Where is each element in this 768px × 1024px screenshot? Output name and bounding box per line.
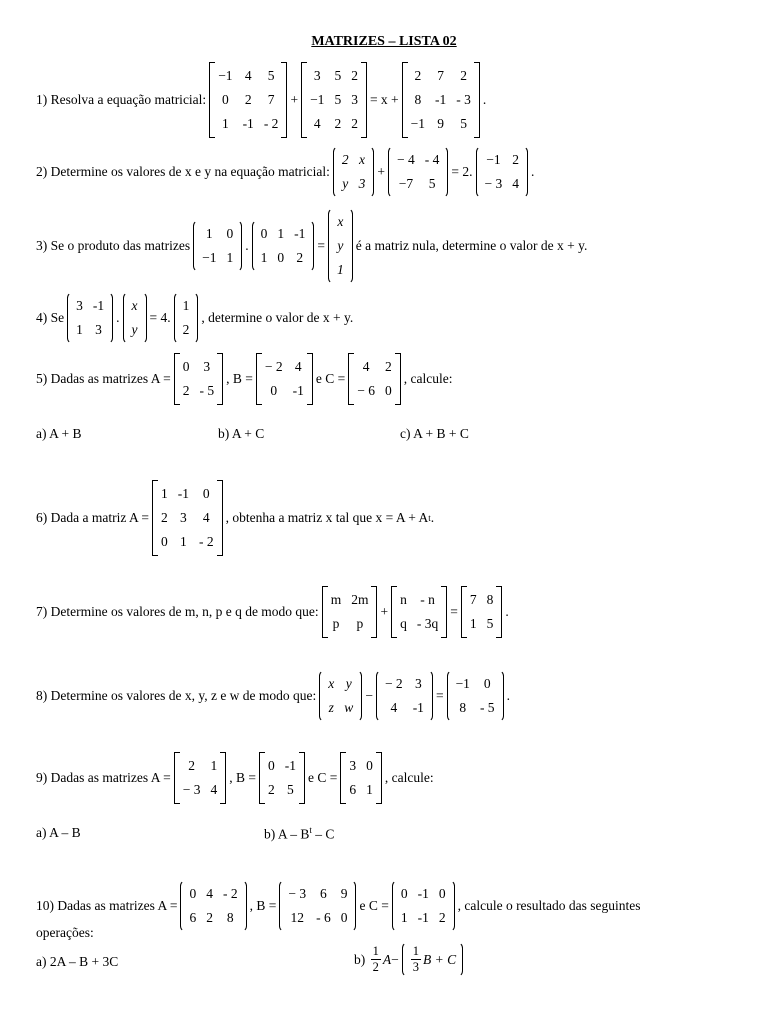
matrix-entry: 5 [486, 616, 494, 631]
question-2 [36, 146, 534, 198]
matrix-entries [129, 292, 141, 344]
matrix-entry: n [400, 592, 407, 607]
question-2-text: 2) Determine os valores de x e y na equação matricial: [36, 164, 330, 179]
matrix-entry: 8 [414, 92, 422, 107]
period: . [531, 164, 535, 179]
matrix-entry: p [332, 616, 340, 631]
matrix-entry: − 2 [264, 359, 283, 374]
matrix-entry: 1 [210, 758, 218, 773]
minus-sign: − [365, 688, 373, 703]
question-10-item-b [354, 942, 466, 977]
question-4-end: , determine o valor de x + y. [201, 310, 354, 325]
question-3-text: 3) Se o produto das matrizes [36, 238, 191, 253]
matrix-entries [307, 62, 361, 138]
matrix-entries [394, 146, 442, 198]
question-5-text: 5) Dadas as matrizes A = [36, 371, 171, 386]
equals-text: = 2. [451, 164, 473, 179]
question-5-item-c: c) A + B + C [400, 426, 469, 441]
matrix [388, 146, 448, 198]
matrix-entry: 0 [340, 910, 348, 925]
matrix [319, 670, 362, 722]
matrix-entry: y [342, 176, 349, 191]
matrix-entry: 1 [260, 250, 268, 265]
matrix-entry: y [337, 238, 344, 253]
period: . [430, 510, 435, 525]
matrix-entries [180, 752, 221, 804]
matrix-entry: -1 [292, 383, 304, 398]
c-label: e C = [315, 371, 346, 386]
plus-sign: + [380, 604, 389, 619]
matrix-entry: 8 [486, 592, 494, 607]
fraction-one-third [411, 944, 421, 975]
matrix-entry: -1 [242, 116, 254, 131]
question-4-text: 4) Se [36, 310, 65, 325]
var-a: A [382, 951, 392, 967]
b-label: , B = [229, 770, 256, 785]
matrix-entry: -1 [417, 886, 429, 901]
matrix-entry: 5 [428, 176, 436, 191]
matrix-entries [325, 670, 356, 722]
matrix-entry: - 2 [198, 534, 214, 549]
matrix [67, 292, 113, 344]
fraction-denominator: 2 [372, 960, 379, 974]
question-9-text: 9) Dadas as matrizes A = [36, 770, 171, 785]
matrix-entry: 4 [206, 886, 213, 901]
matrix-entry: 1 [400, 910, 408, 925]
question-3-end: é a matriz nula, determine o valor de x + y. [355, 238, 588, 253]
matrix-entry: - 5 [199, 383, 215, 398]
transpose-sup: t [309, 825, 312, 835]
fraction-denominator: 3 [412, 960, 419, 974]
question-10-line2: operações: [36, 925, 94, 940]
matrix-a [152, 480, 223, 556]
matrix-entry: 0 [483, 676, 491, 691]
matrix-entries [339, 146, 369, 198]
matrix-entry: 1 [179, 534, 187, 549]
matrix-entry: 0 [189, 886, 197, 901]
question-1 [36, 62, 486, 138]
matrix-entry: −1 [218, 68, 233, 83]
matrix-entry: 8 [459, 700, 467, 715]
matrix-entry: 2 [351, 68, 358, 83]
matrix-entry: 3 [358, 176, 366, 191]
matrix-entry: 2 [384, 359, 392, 374]
matrix-entry: 5 [460, 116, 467, 131]
matrix-entry: -1 [284, 758, 296, 773]
question-10-item-a: a) 2A – B + 3C [36, 954, 119, 969]
question-5-end: , calcule: [403, 371, 453, 386]
matrix-entries [408, 62, 474, 138]
matrix-entry: 6 [189, 910, 197, 925]
matrix-entry: 12 [290, 910, 304, 925]
matrix-entries [265, 752, 299, 804]
matrix-entries [180, 353, 217, 405]
matrix-entry: - 2 [222, 886, 238, 901]
matrix [252, 220, 315, 272]
matrix-entry: 4 [202, 510, 210, 525]
matrix-entry: 4 [210, 782, 218, 797]
question-10 [36, 880, 641, 932]
matrix-entries [158, 480, 217, 556]
matrix-entries [199, 220, 236, 272]
matrix-entries [382, 670, 427, 722]
page-title: MATRIZES – LISTA 02 [311, 34, 457, 49]
matrix-entry: 7 [469, 592, 477, 607]
matrix-entry: - n [420, 592, 435, 607]
matrix-entry: 3 [95, 322, 102, 337]
equals-sign: = [450, 604, 458, 619]
matrix-entry: x [131, 298, 138, 313]
question-6-end: , obtenha a matriz x tal que x = A + A [225, 510, 429, 525]
matrix-entry: q [400, 616, 407, 631]
matrix [447, 670, 504, 722]
matrix-entry: 1 [205, 226, 213, 241]
matrix-entry: − 3 [182, 782, 201, 797]
question-9 [36, 752, 434, 804]
matrix [402, 62, 480, 138]
matrix-entry: 0 [400, 886, 408, 901]
matrix-entry: 2 [512, 152, 520, 167]
matrix-entry: -1 [177, 486, 189, 501]
matrix-entry: 3 [76, 298, 83, 313]
matrix-entries [397, 586, 441, 638]
b-label: , B = [249, 898, 277, 913]
matrix-entries [285, 880, 350, 932]
matrix-entry: - 6 [316, 910, 331, 925]
matrix-entry: w [344, 700, 354, 715]
matrix-entry: p [356, 616, 364, 631]
dot: . [245, 238, 249, 253]
c-label: e C = [359, 898, 389, 913]
matrix-entry: −1 [455, 676, 470, 691]
equals-sign: = [435, 688, 444, 703]
matrix-entries [398, 880, 449, 932]
matrix [301, 62, 367, 138]
plus-sign: + [377, 164, 386, 179]
matrix [123, 292, 147, 344]
matrix-entry: 3 [351, 92, 358, 107]
matrix-entry: y [345, 676, 352, 691]
matrix-entry: 1 [222, 116, 229, 131]
matrix-entry: 2 [206, 910, 213, 925]
matrix-entry: 6 [320, 886, 327, 901]
matrix-entry: 9 [437, 116, 445, 131]
matrix-entries [258, 220, 309, 272]
matrix-entry: - 5 [479, 700, 495, 715]
question-10-text: 10) Dadas as matrizes A = [36, 898, 178, 913]
matrix-entry: 4 [512, 176, 520, 191]
matrix-entries [262, 353, 307, 405]
matrix [376, 670, 433, 722]
matrix-entry: 1 [469, 616, 477, 631]
question-4 [36, 292, 353, 344]
dot: . [116, 310, 120, 325]
matrix-entry: -1 [92, 298, 105, 313]
matrix-entry: y [131, 322, 138, 337]
matrix [461, 586, 503, 638]
matrix-entry: 2m [351, 592, 369, 607]
matrix-entry: 1 [76, 322, 83, 337]
matrix-entries [180, 292, 193, 344]
matrix [391, 586, 447, 638]
matrix [328, 208, 353, 284]
matrix-entries [346, 752, 376, 804]
question-7-text: 7) Determine os valores de m, n, p e q de modo que: [36, 604, 319, 619]
matrix-entry: 5 [286, 782, 294, 797]
matrix-entry: -1 [417, 910, 429, 925]
matrix-entry: − 6 [357, 383, 375, 398]
equals-text: = 4. [149, 310, 171, 325]
matrix [476, 146, 529, 198]
matrix-entry: 3 [349, 758, 357, 773]
matrix-a [174, 353, 223, 405]
matrix-entry: 2 [188, 758, 195, 773]
period: . [505, 604, 509, 619]
matrix-entry: - 3 [456, 92, 471, 107]
question-7 [36, 586, 509, 638]
question-8 [36, 670, 510, 722]
question-5 [36, 353, 452, 405]
matrix-entry: 5 [267, 68, 275, 83]
question-9-end: , calcule: [384, 770, 434, 785]
matrix-entry: 2 [334, 116, 342, 131]
question-9-item-b-post: – C [311, 826, 335, 842]
question-9-item-b-pre: b) A – B [264, 826, 310, 842]
matrix-entry: 2 [182, 322, 190, 337]
matrix-entry: 2 [160, 510, 168, 525]
question-8-text: 8) Determine os valores de x, y, z e w de modo que: [36, 688, 317, 703]
matrix-entries [453, 670, 498, 722]
matrix-entry: 0 [384, 383, 392, 398]
matrix-entry: 8 [226, 910, 234, 925]
matrix-entries [482, 146, 523, 198]
matrix-entry: 4 [244, 68, 252, 83]
c-label: e C = [307, 770, 338, 785]
matrix-entry: 3 [179, 510, 187, 525]
period: . [482, 92, 487, 107]
matrix-entry: - 2 [263, 116, 279, 131]
matrix-entry: − 3 [484, 176, 503, 191]
matrix-entry: 2 [296, 250, 304, 265]
matrix-entry: 0 [438, 886, 446, 901]
matrix-entry: 0 [202, 486, 210, 501]
question-10-end: , calcule o resultado das seguintes [457, 898, 641, 913]
matrix-entry: x [359, 152, 366, 167]
matrix-c [340, 752, 382, 804]
matrix-entries [328, 586, 372, 638]
matrix-entry: - 3q [416, 616, 439, 631]
transpose-sup: t [428, 513, 431, 523]
matrix-c [392, 880, 455, 932]
matrix-entry: 3 [313, 68, 321, 83]
item-b-label: b) [354, 951, 366, 967]
matrix [333, 146, 375, 198]
matrix [174, 292, 199, 344]
matrix-entries [467, 586, 497, 638]
matrix-entries [354, 353, 395, 405]
b-label: , B = [226, 371, 253, 386]
matrix-entry: 0 [270, 383, 278, 398]
matrix [322, 586, 378, 638]
equals-text: = x + [369, 92, 399, 107]
matrix-entry: 7 [267, 92, 275, 107]
matrix-entry: 4 [294, 359, 302, 374]
matrix-entry: −1 [202, 250, 217, 265]
matrix-entry: 1 [160, 486, 168, 501]
matrix-entry: 0 [267, 758, 275, 773]
matrix-entry: 2 [351, 116, 358, 131]
matrix-entry: 0 [226, 226, 234, 241]
matrix-entry: 4 [390, 700, 398, 715]
matrix-b [256, 353, 313, 405]
question-5-item-b: b) A + C [218, 426, 265, 441]
matrix-entry: − 2 [384, 676, 403, 691]
matrix-entries [334, 208, 347, 284]
matrix-entry: 0 [182, 359, 190, 374]
matrix-b [259, 752, 305, 804]
matrix-entry: 0 [260, 226, 268, 241]
matrix-entry: 9 [340, 886, 348, 901]
matrix-entry: -1 [435, 92, 447, 107]
matrix-entry: 6 [349, 782, 357, 797]
matrix-entry: - 4 [424, 152, 440, 167]
matrix-entry: 4 [362, 359, 370, 374]
matrix-entry: 4 [313, 116, 321, 131]
matrix-c [348, 353, 401, 405]
parenthesized-expression [402, 942, 463, 977]
question-3 [36, 208, 587, 284]
matrix-entry: 1 [336, 262, 344, 277]
matrix [209, 62, 287, 138]
matrix-entry: −1 [410, 116, 426, 131]
fraction-numerator: 1 [372, 944, 379, 958]
equals-sign: = [317, 238, 325, 253]
matrix-entry: − 3 [288, 886, 307, 901]
matrix-entry: 2 [244, 92, 252, 107]
question-5-item-a: a) A + B [36, 426, 82, 441]
matrix-entry: −1 [310, 92, 325, 107]
question-6 [36, 480, 434, 556]
matrix-entry: 2 [438, 910, 446, 925]
fraction-numerator: 1 [412, 944, 419, 958]
matrix-a [174, 752, 227, 804]
matrix-entry: −1 [486, 152, 501, 167]
matrix-entry: 2 [341, 152, 349, 167]
matrix-entry: 2 [460, 68, 467, 83]
minus-sign: − [391, 951, 399, 967]
matrix-entry: -1 [412, 700, 424, 715]
matrix-entry: 5 [334, 92, 342, 107]
matrix-entry: 1 [277, 226, 285, 241]
matrix-entry: − 4 [397, 152, 415, 167]
question-9-item-a: a) A – B [36, 825, 81, 840]
period: . [506, 688, 510, 703]
matrix-b [279, 880, 356, 932]
matrix-entry: z [328, 700, 334, 715]
matrix [193, 220, 242, 272]
matrix-entry: m [330, 592, 342, 607]
matrix-entry: x [328, 676, 335, 691]
matrix-entry: 0 [160, 534, 168, 549]
expression-tail: B + C [423, 951, 457, 967]
matrix-entry: 0 [222, 92, 229, 107]
matrix-entry: 3 [203, 359, 211, 374]
matrix-entry: 0 [277, 250, 285, 265]
fraction-one-half [371, 944, 381, 975]
matrix-entry: 3 [414, 676, 422, 691]
plus-sign: + [290, 92, 299, 107]
matrix-entry: 5 [334, 68, 342, 83]
matrix-entry: 2 [182, 383, 190, 398]
matrix-entry: 0 [366, 758, 373, 773]
matrix-entry: -1 [294, 226, 306, 241]
matrix-entry: x [337, 214, 344, 229]
matrix-entry: −7 [398, 176, 414, 191]
matrix-a [180, 880, 246, 932]
question-6-text: 6) Dada a matriz A = [36, 510, 149, 525]
matrix-entry: 7 [437, 68, 445, 83]
matrix-entries [186, 880, 240, 932]
question-1-text: 1) Resolva a equação matricial: [36, 92, 207, 107]
matrix-entry: 1 [226, 250, 234, 265]
matrix-entries [215, 62, 281, 138]
matrix-entry: 1 [366, 782, 373, 797]
matrix-entry: 2 [267, 782, 275, 797]
question-9-item-b [264, 825, 334, 843]
matrix-entries [73, 292, 107, 344]
matrix-entry: 2 [414, 68, 422, 83]
matrix-entry: 1 [182, 298, 190, 313]
